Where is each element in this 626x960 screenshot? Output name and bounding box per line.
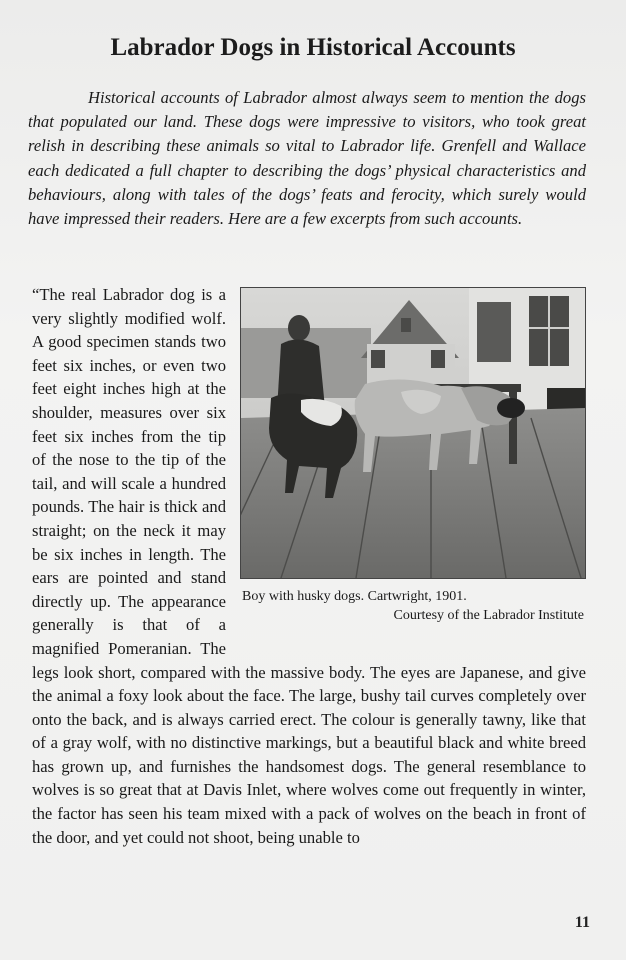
photo-caption: [242, 587, 584, 625]
photo-illustration: [241, 288, 585, 578]
intro-paragraph: Historical accounts of Labrador almost always seem to mention the dogs that populated our land. These dogs were impressive to visitors, who took great relish in describing these animals so vital to Labrador life. Grenfell and Wallace each dedicated a full chapter to describing the dogs’ physical characteristics and behaviours, along with tales of the dogs’ feats and ferocity, which surely would have impressed their readers. Here are a few excerpts from such accounts.: [28, 88, 586, 229]
bleed-through-text: [0, 0, 626, 22]
caption-line-1: Boy with husky dogs. Cartwright, 1901.: [242, 589, 467, 604]
quote-paragraph: “The real Labrador dog is a very slightly modified wolf. A good specimen stands two feet six inches, or even two feet eight inches high at the shoulder, measures over six feet six inches from the tip of the nose to the tip of the tail, and will scale a hundred pounds. The hair is thick and straight; on the neck it may be six inches in length. The ears are pointed and stand directly up. The appearance generally is that of a magnified Pomeranian. The legs look short, compared with the massive body. The eyes are Japanese, and give the animal a foxy look about the face. The large, bushy tail curves completely over onto the back, and is always carried erect. The colour is generally tawny, like that of a gray wolf, with no distinctive markings, but a beautiful black and white breed has grown up, and furnishes the handsomest dogs. The general resemblance to wolves is so great that at Davis Inlet, where wolves come out frequently in winter, the factor has seen his team mixed with a pack of wolves on the beach in front of the door, and yet could not shoot, being unable to: [32, 285, 586, 847]
page-title: Labrador Dogs in Historical Accounts: [110, 34, 516, 61]
historical-photo: [240, 287, 586, 579]
caption-line-2: Courtesy of the Labrador Institute: [393, 608, 584, 623]
figure: [240, 287, 586, 650]
page-number: 11: [574, 914, 590, 931]
quote-block: [32, 283, 586, 849]
